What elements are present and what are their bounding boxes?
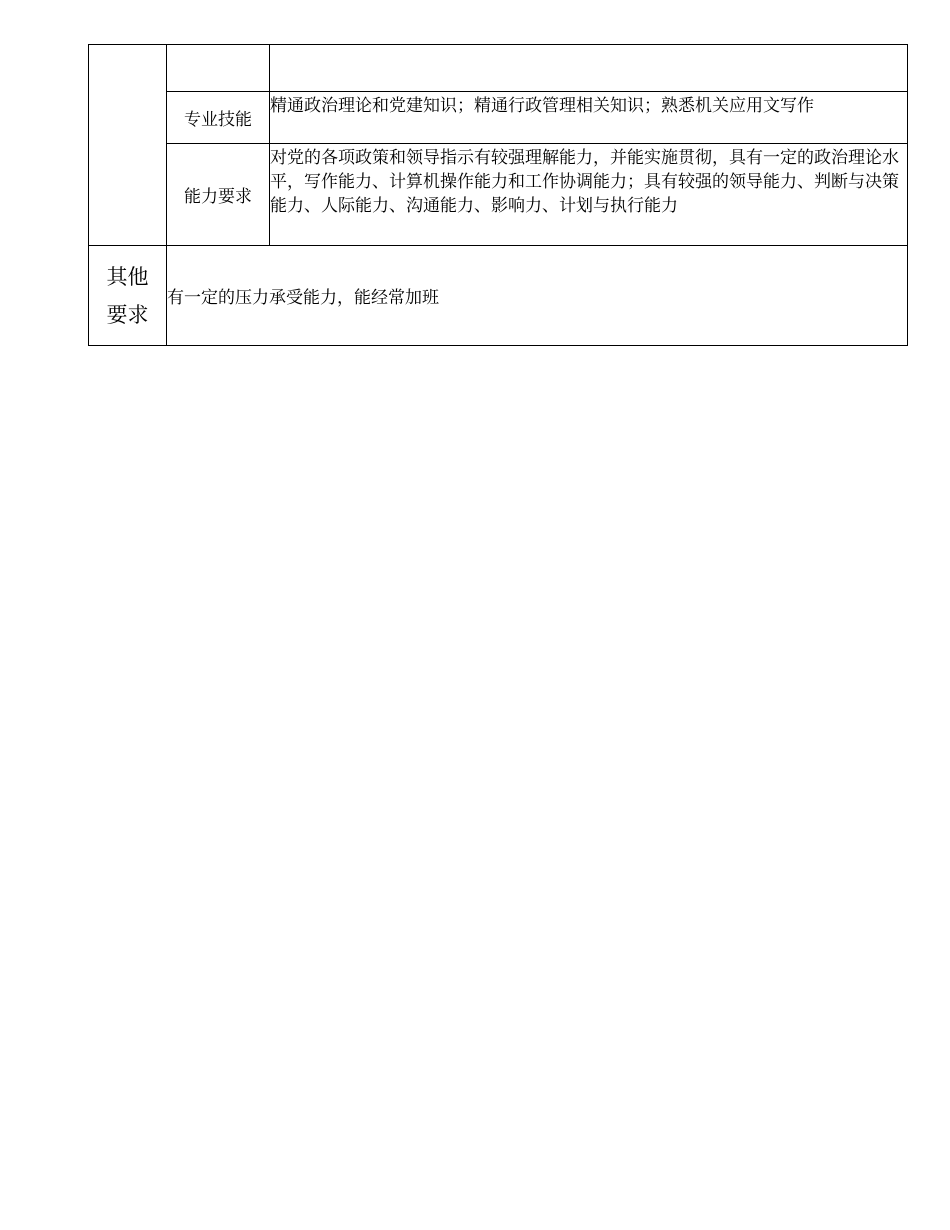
row-label-blank	[167, 45, 270, 92]
requirements-table	[88, 44, 908, 346]
merged-category-cell	[89, 45, 167, 246]
other-requirements-label	[89, 246, 167, 346]
table-row-ability-requirements	[89, 144, 908, 246]
other-requirements-content: 有一定的压力承受能力，能经常加班	[167, 246, 908, 346]
ability-requirements-label: 能力要求	[167, 144, 270, 246]
other-requirements-label-line1: 其他	[106, 264, 149, 289]
ability-requirements-content: 对党的各项政策和领导指示有较强理解能力，并能实施贯彻，具有一定的政治理论水平，写作能力、计算机操作能力和工作协调能力；具有较强的领导能力、判断与决策能力、人际能力、沟通能力、影响力、计划与执行能力	[270, 144, 908, 246]
table-row-blank	[89, 45, 908, 92]
professional-skills-label: 专业技能	[167, 92, 270, 144]
table-row-professional-skills	[89, 92, 908, 144]
row-content-blank	[270, 45, 908, 92]
professional-skills-content: 精通政治理论和党建知识；精通行政管理相关知识；熟悉机关应用文写作	[270, 92, 908, 144]
other-requirements-label-line2: 要求	[106, 302, 149, 327]
table-row-other-requirements	[89, 246, 908, 346]
